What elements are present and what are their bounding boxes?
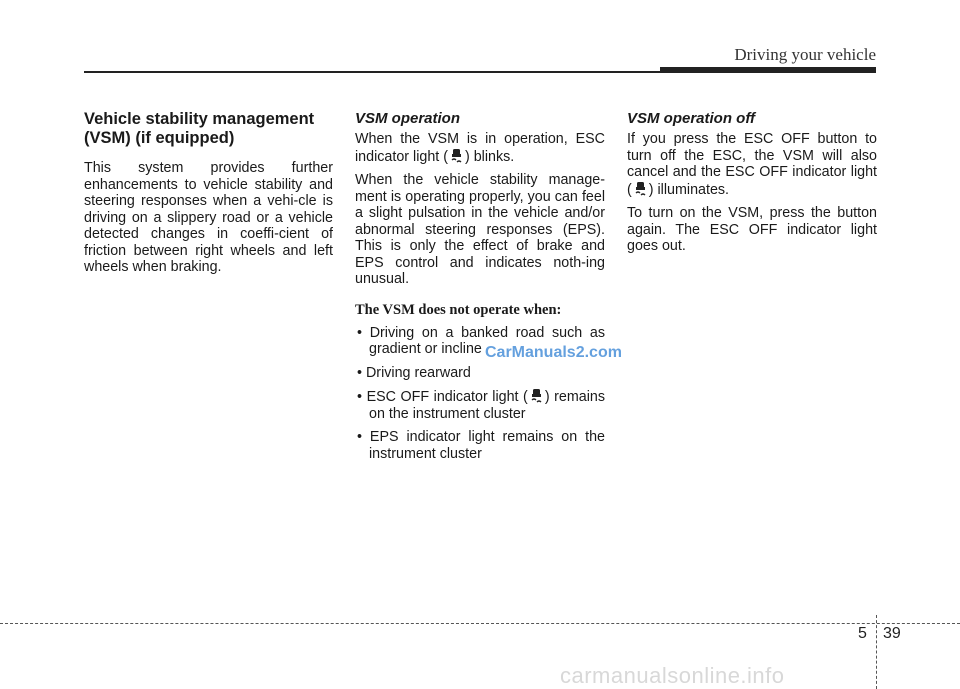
not-operate-heading: The VSM does not operate when:: [355, 301, 562, 318]
esc-indicator-icon: [450, 148, 463, 164]
p1-text-before: When the VSM is in operation, ESC indicator light (: [355, 131, 605, 165]
vsm-intro-paragraph: This system provides further enhancements to vehicle stability and steering responses when a vehi-cle is driving on a slippery road or a vehicle detected changes in coeffi-cient of friction between right wheels and left wheels when braking.: [84, 160, 333, 275]
vsm-off-p1: If you press the ESC OFF button to turn off the ESC, the VSM will also cancel and the ESC OFF indicator light ( ) illuminates.: [627, 131, 877, 198]
list-item: • Driving on a banked road such as gradient or incline: [357, 324, 605, 357]
vsm-operation-subheading: VSM operation: [355, 110, 461, 127]
vsm-heading: Vehicle stability management (VSM) (if equipped): [84, 110, 315, 147]
chapter-number: 5: [858, 625, 867, 642]
esc-off-indicator-icon: [634, 181, 647, 197]
p1-text-after: ) blinks.: [464, 148, 515, 165]
footer-vertical-divider: [876, 615, 877, 689]
footer-divider: [0, 623, 960, 624]
column-3: [627, 110, 877, 262]
list-item: • Driving rearward: [357, 364, 471, 381]
list-item: • EPS indicator light remains on the instrument cluster: [357, 429, 605, 462]
column-2: [355, 110, 605, 469]
list-item: • ESC OFF indicator light ( ) remains on the instrument cluster: [357, 389, 605, 422]
esc-off-indicator-icon: [530, 388, 543, 404]
vsm-off-p2: To turn on the VSM, press the button again. The ESC OFF indicator light goes out.: [627, 205, 877, 254]
header-rule-thin: [84, 71, 660, 73]
watermark-link[interactable]: CarManuals2.com: [485, 344, 622, 361]
header-rule-thick: [660, 67, 876, 73]
vsm-operation-p1: [355, 131, 605, 165]
site-watermark: carmanualsonline.info: [560, 663, 785, 688]
column-1: [84, 110, 333, 283]
section-title: Driving your vehicle: [734, 45, 876, 64]
vsm-operation-p2: When the vehicle stability manage-ment is operating properly, you can feel a slight pulsation in the vehicle and/or abnormal steering responses (EPS). This is only the effect of brake and EPS control and indicates noth-ing unusual.: [355, 172, 605, 287]
vsm-off-subheading: VSM operation off: [627, 110, 756, 127]
page-number: 39: [883, 625, 901, 642]
